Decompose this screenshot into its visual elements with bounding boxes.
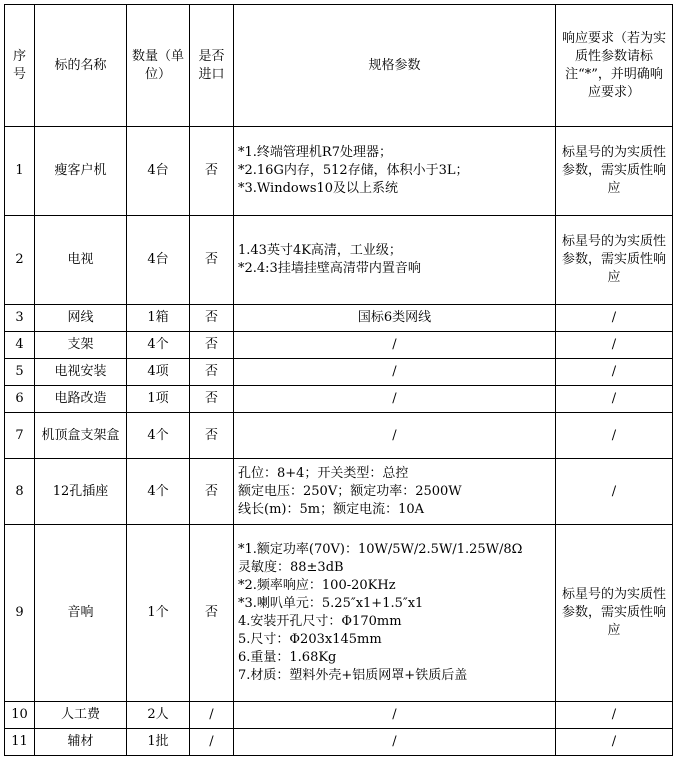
cell-spec — [234, 459, 556, 525]
cell-spec: / — [234, 332, 556, 359]
cell-import: 否 — [190, 216, 234, 305]
cell-response: 标星号的为实质性参数，需实质性响应 — [556, 127, 673, 216]
spec-line: 5.尺寸：Φ203x145mm — [238, 632, 382, 647]
cell-response: / — [556, 305, 673, 332]
header-name: 标的名称 — [35, 5, 127, 127]
cell-seq: 5 — [5, 359, 35, 386]
cell-qty: 1批 — [127, 729, 190, 756]
cell-name: 人工费 — [35, 702, 127, 729]
cell-spec — [234, 127, 556, 216]
spec-line: *1.终端管理机R7处理器； — [238, 145, 392, 160]
cell-qty: 4个 — [127, 413, 190, 459]
table-row — [5, 359, 673, 386]
cell-qty: 1项 — [127, 386, 190, 413]
cell-seq: 8 — [5, 459, 35, 525]
cell-import: 否 — [190, 332, 234, 359]
cell-seq: 1 — [5, 127, 35, 216]
cell-import: 否 — [190, 359, 234, 386]
cell-import: 否 — [190, 386, 234, 413]
table-row — [5, 332, 673, 359]
cell-name: 辅材 — [35, 729, 127, 756]
table-row — [5, 216, 673, 305]
spec-line: *1.额定功率(70V)：10W/5W/2.5W/1.25W/8Ω — [238, 542, 523, 557]
cell-response: / — [556, 459, 673, 525]
cell-import: 否 — [190, 413, 234, 459]
cell-seq: 6 — [5, 386, 35, 413]
table-row — [5, 127, 673, 216]
cell-import: / — [190, 729, 234, 756]
cell-qty: 4台 — [127, 216, 190, 305]
cell-qty: 1个 — [127, 525, 190, 702]
cell-name: 支架 — [35, 332, 127, 359]
header-seq: 序号 — [5, 5, 35, 127]
cell-qty: 4项 — [127, 359, 190, 386]
cell-response: 标星号的为实质性参数，需实质性响应 — [556, 525, 673, 702]
spec-line: 线长(m)：5m；额定电流：10A — [238, 501, 424, 517]
cell-seq: 11 — [5, 729, 35, 756]
cell-spec — [234, 216, 556, 305]
cell-import: 否 — [190, 525, 234, 702]
cell-seq: 2 — [5, 216, 35, 305]
spec-line: *3.Windows10及以上系统 — [238, 181, 399, 196]
cell-name: 瘦客户机 — [35, 127, 127, 216]
cell-import: 否 — [190, 127, 234, 216]
cell-response: / — [556, 359, 673, 386]
cell-spec: / — [234, 413, 556, 459]
cell-response: / — [556, 702, 673, 729]
cell-name: 音响 — [35, 525, 127, 702]
cell-spec: / — [234, 359, 556, 386]
spec-line: 7.材质：塑料外壳+铝质网罩+铁质后盖 — [238, 668, 468, 683]
cell-name: 机顶盒支架盒 — [35, 413, 127, 459]
spec-line: *3.喇叭单元：5.25″x1+1.5″x1 — [238, 596, 424, 611]
cell-spec: / — [234, 702, 556, 729]
cell-seq: 3 — [5, 305, 35, 332]
header-spec: 规格参数 — [234, 5, 556, 127]
cell-spec — [234, 525, 556, 702]
spec-line: 孔位：8+4；开关类型：总控 — [238, 465, 409, 481]
cell-response: 标星号的为实质性参数，需实质性响应 — [556, 216, 673, 305]
cell-name: 网线 — [35, 305, 127, 332]
spec-line: 额定电压：250V；额定功率：2500W — [238, 483, 462, 499]
spec-line: *2.频率响应：100-20KHz — [238, 578, 396, 593]
spec-line: *2.16G内存，512存储，体积小于3L； — [238, 163, 469, 178]
cell-seq: 10 — [5, 702, 35, 729]
header-row — [5, 5, 673, 127]
cell-name: 12孔插座 — [35, 459, 127, 525]
table-row — [5, 702, 673, 729]
table-row — [5, 729, 673, 756]
cell-response: / — [556, 413, 673, 459]
cell-response: / — [556, 729, 673, 756]
header-import: 是否进口 — [190, 5, 234, 127]
spec-line: 6.重量：1.68Kg — [238, 650, 337, 665]
spec-line: *2.4:3挂墙挂壁高清带内置音响 — [238, 261, 421, 276]
cell-name: 电路改造 — [35, 386, 127, 413]
cell-qty: 1箱 — [127, 305, 190, 332]
cell-spec: 国标6类网线 — [234, 305, 556, 332]
cell-seq: 9 — [5, 525, 35, 702]
cell-qty: 2人 — [127, 702, 190, 729]
spec-line: 4.安装开孔尺寸：Φ170mm — [238, 614, 402, 629]
header-qty: 数量（单位） — [127, 5, 190, 127]
table-row — [5, 525, 673, 702]
header-response: 响应要求（若为实质性参数请标注“*”，并明确响应要求） — [556, 5, 673, 127]
table-row — [5, 413, 673, 459]
cell-qty: 4台 — [127, 127, 190, 216]
cell-spec: / — [234, 386, 556, 413]
cell-qty: 4个 — [127, 332, 190, 359]
spec-line: 1.43英寸4K高清，工业级； — [238, 243, 402, 258]
cell-qty: 4个 — [127, 459, 190, 525]
cell-name: 电视 — [35, 216, 127, 305]
cell-spec: / — [234, 729, 556, 756]
table-row — [5, 459, 673, 525]
cell-import: 否 — [190, 459, 234, 525]
cell-response: / — [556, 332, 673, 359]
table-row — [5, 305, 673, 332]
cell-seq: 7 — [5, 413, 35, 459]
cell-import: 否 — [190, 305, 234, 332]
cell-response: / — [556, 386, 673, 413]
cell-seq: 4 — [5, 332, 35, 359]
cell-name: 电视安装 — [35, 359, 127, 386]
cell-import: / — [190, 702, 234, 729]
procurement-spec-table — [4, 4, 673, 756]
table-row — [5, 386, 673, 413]
spec-line: 灵敏度：88±3dB — [238, 560, 344, 575]
